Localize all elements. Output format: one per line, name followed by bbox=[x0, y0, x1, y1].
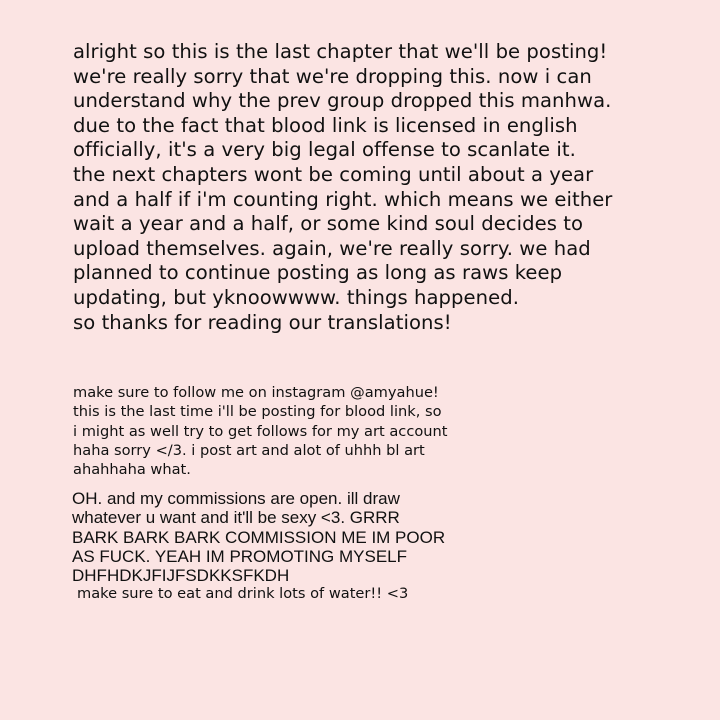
text-line: this is the last time i'll be posting for blood link, so bbox=[73, 403, 442, 421]
text-line: so thanks for reading our translations! bbox=[73, 310, 452, 334]
text-line: AS FUCK. YEAH IM PROMOTING MYSELF bbox=[72, 546, 408, 566]
text-line: we're really sorry that we're dropping this. now i can bbox=[73, 64, 592, 88]
text-line: updating, but yknoowwww. things happened. bbox=[73, 285, 519, 309]
closing-line: make sure to eat and drink lots of water!! <3 bbox=[77, 585, 409, 602]
text-line: upload themselves. again, we're really sorry. we had bbox=[73, 236, 591, 260]
text-line: i might as well try to get follows for my art account bbox=[73, 422, 448, 440]
text-line: understand why the prev group dropped this manhwa. bbox=[73, 89, 612, 113]
text-line: officially, it's a very big legal offense to scanlate it. bbox=[73, 138, 576, 162]
text-line: planned to continue posting as long as raws keep bbox=[73, 261, 563, 285]
text-line: DHFHDKJFIJFSDKKSFKDH bbox=[72, 566, 290, 586]
commission-paragraph bbox=[72, 489, 445, 585]
text-line: the next chapters wont be coming until about a year bbox=[73, 162, 594, 186]
text-line: alright so this is the last chapter that we'll be posting! bbox=[73, 40, 608, 63]
text-line: ahahhaha what. bbox=[73, 461, 191, 479]
text-line: BARK BARK BARK COMMISSION ME IM POOR bbox=[72, 527, 446, 547]
text-line: OH. and my commissions are open. ill draw bbox=[72, 489, 400, 508]
main-message bbox=[73, 40, 612, 335]
text-line: wait a year and a half, or some kind soul decides to bbox=[73, 212, 584, 236]
text-line: make sure to follow me on instagram @amyahue! bbox=[73, 384, 439, 401]
text-line: haha sorry </3. i post art and alot of uhhh bl art bbox=[73, 441, 425, 459]
text-line: due to the fact that blood link is licensed in english bbox=[73, 113, 578, 137]
text-line: whatever u want and it'll be sexy <3. GRRR bbox=[72, 508, 400, 528]
text-line: and a half if i'm counting right. which means we either bbox=[73, 187, 613, 211]
promo-paragraph bbox=[73, 383, 448, 479]
